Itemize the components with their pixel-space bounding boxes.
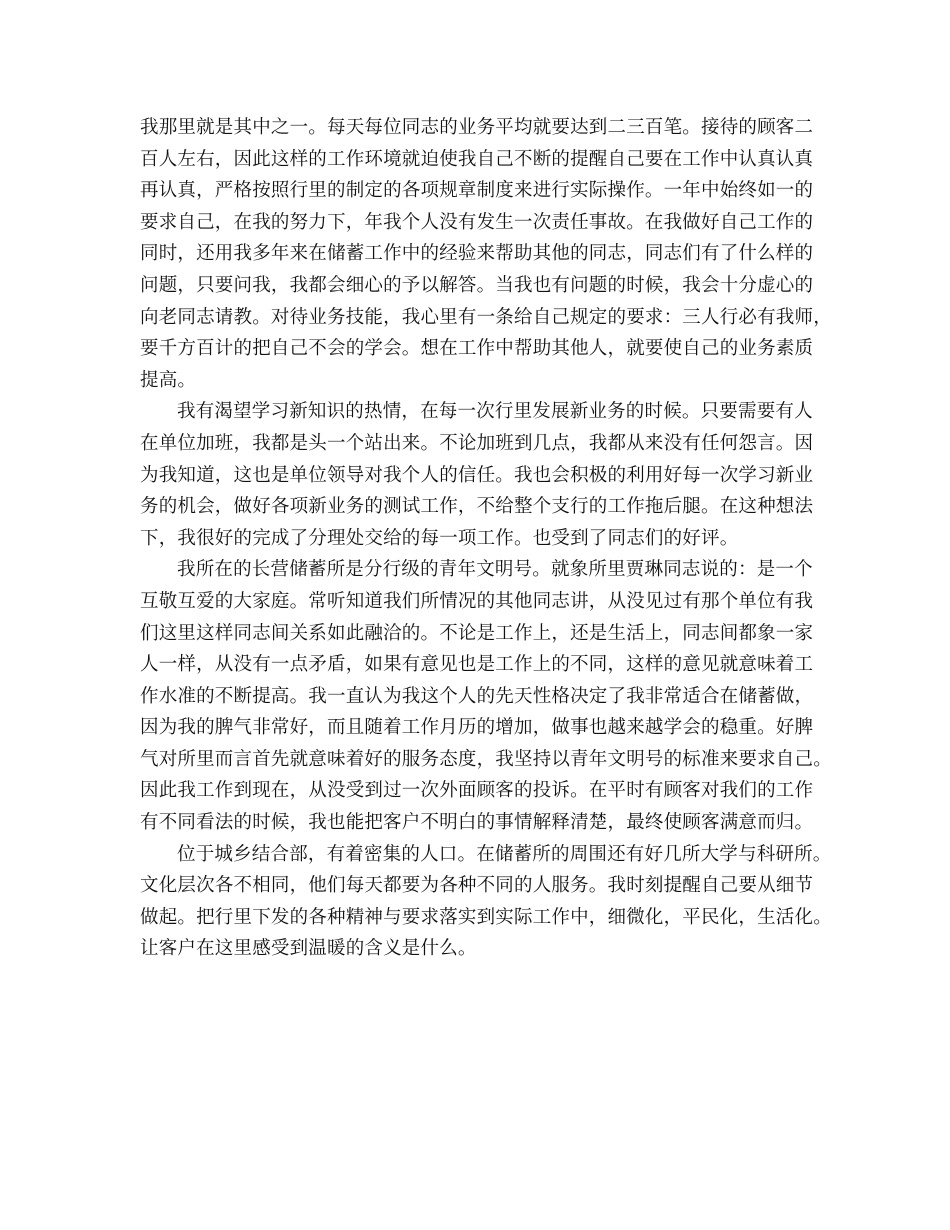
text-line: 下，我很好的完成了分理处交给的每一项工作。也受到了同志们的好评。 <box>140 527 739 549</box>
paragraph-3 <box>140 554 830 838</box>
text-line: 要求自己，在我的努力下，年我个人没有发生一次责任事故。在我做好自己工作的 <box>140 211 814 233</box>
text-line: 作水准的不断提高。我一直认为我这个人的先天性格决定了我非常适合在储蓄做， <box>140 685 814 707</box>
text-line: 位于城乡结合部，有着密集的人口。在储蓄所的周围还有好几所大学与科研所。 <box>177 843 832 865</box>
paragraph-1 <box>140 112 830 396</box>
text-line: 问题，只要问我，我都会细心的予以解答。当我也有问题的时候，我会十分虚心的 <box>140 274 814 296</box>
paragraph-4 <box>140 839 830 965</box>
text-line: 要千方百计的把自己不会的学会。想在工作中帮助其他人，就要使自己的业务素质 <box>140 338 814 360</box>
document-page <box>140 112 830 965</box>
text-line: 提高。 <box>140 369 197 391</box>
text-line: 在单位加班，我都是头一个站出来。不论加班到几点，我都从来没有任何怨言。因 <box>140 432 814 454</box>
text-line: 再认真，严格按照行里的制定的各项规章制度来进行实际操作。一年中始终如一的 <box>140 180 814 202</box>
paragraph-2 <box>140 396 830 554</box>
text-line: 我那里就是其中之一。每天每位同志的业务平均就要达到二三百笔。接待的顾客二 <box>140 117 814 138</box>
text-line: 同时，还用我多年来在储蓄工作中的经验来帮助其他的同志，同志们有了什么样的 <box>140 243 814 265</box>
text-line: 文化层次各不相同，他们每天都要为各种不同的人服务。我时刻提醒自己要从细节 <box>140 875 814 897</box>
text-line: 做起。把行里下发的各种精神与要求落实到实际工作中，细微化，平民化，生活化。 <box>140 906 832 928</box>
text-line: 因此我工作到现在，从没受到过一次外面顾客的投诉。在平时有顾客对我们的工作 <box>140 780 814 802</box>
text-line: 互敬互爱的大家庭。常听知道我们所情况的其他同志讲，从没见过有那个单位有我 <box>140 590 814 612</box>
text-line: 务的机会，做好各项新业务的测试工作，不给整个支行的工作拖后腿。在这种想法 <box>140 496 814 518</box>
text-line: 们这里这样同志间关系如此融洽的。不论是工作上，还是生活上，同志间都象一家 <box>140 622 814 644</box>
text-line: 我所在的长营储蓄所是分行级的青年文明号。就象所里贾琳同志说的：是一个 <box>177 559 813 581</box>
text-line: 向老同志请教。对待业务技能，我心里有一条给自己规定的要求：三人行必有我师， <box>140 306 832 328</box>
text-line: 气对所里而言首先就意味着好的服务态度，我坚持以青年文明号的标准来要求自己。 <box>140 748 832 770</box>
text-line: 百人左右，因此这样的工作环境就迫使我自己不断的提醒自己要在工作中认真认真 <box>140 148 814 170</box>
text-line: 我有渴望学习新知识的热情，在每一次行里发展新业务的时候。只要需要有人 <box>177 401 813 423</box>
text-line: 有不同看法的时候，我也能把客户不明白的事情解释清楚，最终使顾客满意而归。 <box>140 812 814 834</box>
text-line: 因为我的脾气非常好，而且随着工作月历的增加，做事也越来越学会的稳重。好脾 <box>140 717 814 739</box>
text-line: 让客户在这里感受到温暖的含义是什么。 <box>140 938 477 960</box>
text-line: 人一样，从没有一点矛盾，如果有意见也是工作上的不同，这样的意见就意味着工 <box>140 654 814 676</box>
text-line: 为我知道，这也是单位领导对我个人的信任。我也会积极的利用好每一次学习新业 <box>140 464 814 486</box>
